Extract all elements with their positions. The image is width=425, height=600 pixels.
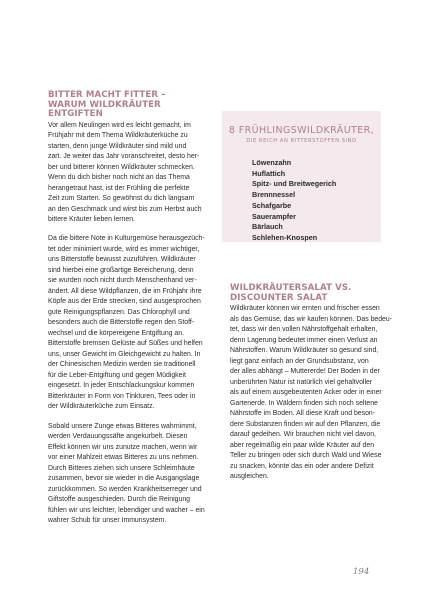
text-line: zusammen, bevor sie wieder in die Ausgangslage bbox=[48, 475, 200, 483]
herb-list-item: Spitz- und Breitwegerich bbox=[252, 179, 337, 189]
paragraph bbox=[48, 121, 218, 226]
text-line: Bitterstoffe bremsen Gelüste auf Süßes und helfen bbox=[48, 340, 203, 348]
section-salad-title-line: DISCOUNTER SALAT bbox=[230, 292, 328, 303]
section-bitter-title-line: BITTER MACHT FITTER – bbox=[48, 90, 166, 100]
text-line: sind hierbei eine großartige Bereicherung, denn bbox=[48, 266, 194, 274]
text-line: ber und bitterer können Wildkräuter schmecken. bbox=[48, 163, 195, 171]
section-bitter-title bbox=[48, 91, 218, 120]
text-line: zurückkommen. So werden Krankheitserreger und bbox=[48, 485, 202, 493]
text-line: ändert. All diese Wildpflanzen, die im Frühjahr ihre bbox=[48, 287, 202, 295]
text-line: fühlen wir uns leichter, lebendiger und wacher – ein bbox=[48, 506, 205, 514]
herb-box-subtitle: DIE REICH AN BITTERSTOFFEN SIND bbox=[246, 138, 357, 144]
text-line: wechsel und die körpereigene Entgiftung an. bbox=[48, 329, 184, 337]
text-line: Gartenerde. In Wäldern finden sich noch seltene bbox=[230, 399, 378, 407]
herb-box bbox=[222, 111, 381, 242]
section-salad-body bbox=[230, 304, 393, 483]
text-line: besonders auch die Bitterstoffe regen den Stoff- bbox=[48, 319, 195, 327]
text-line: wahrer Schub für unser Immunsystem. bbox=[48, 517, 167, 525]
text-line: Wildkräuter können wir ernten und frischer essen bbox=[230, 305, 380, 313]
text-line: denn Lagerung bedeutet immer einen Verlust an bbox=[230, 336, 378, 344]
text-line: zart. Je weiter das Jahr voranschreitet, desto her- bbox=[48, 153, 200, 161]
text-line: eingesetzt. In jeder Entschlackungskur kommen bbox=[48, 382, 195, 390]
text-line: starten, denn junge Wildkräuter sind mild und bbox=[48, 142, 187, 150]
page-number: 194 bbox=[353, 567, 370, 577]
herb-list-item: Huflattich bbox=[252, 168, 286, 178]
text-line: zu snacken, könnte das ein oder andere Defizit bbox=[230, 462, 374, 470]
text-line: als auf einem ausgebeutenten Acker oder in einer bbox=[230, 389, 382, 397]
section-salad bbox=[230, 283, 393, 483]
text-line: vor einer Mahlzeit etwas Bitteres zu uns nehmen. bbox=[48, 454, 199, 462]
herb-list bbox=[222, 158, 381, 244]
text-line: Effekt können wir uns zunutze machen, wenn wir bbox=[48, 443, 198, 451]
text-line: Giftstoffe ausgeschieden. Durch die Reinigung bbox=[48, 496, 190, 504]
text-line: darauf gedeihen. Wir brauchen nicht viel davon, bbox=[230, 431, 376, 439]
text-line: Köpfe aus der Erde strecken, sind ausgesprochen bbox=[48, 298, 201, 306]
text-line: Zeit zum Starten. So gewöhnst du dich langsam bbox=[48, 195, 195, 203]
text-line: an den Geschmack und wirst bis zum Herbst auch bbox=[48, 205, 202, 213]
text-line: ausgleichen. bbox=[230, 473, 269, 481]
text-line: werden Verdauungssäfte angekurbelt. Diesen bbox=[48, 433, 188, 441]
text-line: gute Reinigungspflanzen. Das Chlorophyll und bbox=[48, 308, 190, 316]
herb-list-item: Löwenzahn bbox=[252, 158, 292, 167]
herb-list-item: Schafgarbe bbox=[252, 200, 292, 210]
text-line: Frühjahr mit dem Thema Wildkräuterküche zu bbox=[48, 132, 188, 140]
text-line: der Wildkräuterküche zum Einsatz. bbox=[48, 403, 155, 411]
text-line: unberührten Natur ist natürlich viel gehaltvoller bbox=[230, 378, 373, 386]
text-line: liegt ganz einfach an der Grundsubstanz, von bbox=[230, 357, 369, 365]
text-line: Bitterkräuter in Form von Tinkturen, Tees oder in bbox=[48, 392, 196, 400]
herb-list-item: Sauerampfer bbox=[252, 211, 296, 221]
herb-list-item: Bärlauch bbox=[252, 222, 283, 232]
text-line: der alles abhängt – Muttererde! Der Boden in der bbox=[230, 368, 380, 376]
section-bitter-body bbox=[48, 121, 218, 527]
herb-list-item: Schlehen-Knospen bbox=[252, 232, 318, 242]
text-line: Vor allem Neulingen wird es leicht gemacht, im bbox=[48, 121, 191, 129]
text-line: als das Gemüse, das wir kaufen können. Das bedeu- bbox=[230, 315, 393, 323]
text-line: dere Substanzen finden wir auf den Pflanzen, die bbox=[230, 420, 381, 428]
text-line: der Chinesischen Medizin werden sie traditionell bbox=[48, 361, 196, 369]
text-line: Nährstoffe im Boden. All diese Kraft und beson- bbox=[230, 410, 376, 418]
text-line: Teller zu bringen oder sich durch Wald und Wiese bbox=[230, 452, 382, 460]
text-line: sie wurden noch nicht durch Menschenhand ver- bbox=[48, 277, 197, 285]
section-salad-title-line: WILDKRÄUTERSALAT VS. bbox=[230, 283, 352, 293]
paragraph bbox=[48, 422, 218, 527]
herb-box-title: 8 FRÜHLINGSWILDKRÄUTER, bbox=[228, 125, 375, 136]
text-line: Nährstoffen. Warum Wildkräuter so gesund sind, bbox=[230, 347, 379, 355]
text-line: uns, unser Gewicht im Gleichgewicht zu halten. In bbox=[48, 350, 201, 358]
paragraph bbox=[48, 234, 218, 413]
text-line: tet oder minimiert wurde, wird es immer wichtiger, bbox=[48, 245, 200, 253]
text-line: herangetraut hast, ist der Frühling die perfekte bbox=[48, 184, 190, 192]
text-line: aber regelmäßig ein paar wilde Kräuter auf den bbox=[230, 441, 375, 449]
section-bitter bbox=[48, 91, 218, 535]
section-bitter-title-line: WARUM WILDKRÄUTER ENTGIFTEN bbox=[48, 99, 161, 120]
text-line: Da die bittere Note in Kulturgemüse herausgezüch- bbox=[48, 235, 205, 243]
section-salad-title bbox=[230, 284, 390, 303]
text-line: uns Bitterstoffe bewusst zuzuführen. Wildkräuter bbox=[48, 256, 196, 264]
text-line: bittere Kräuter lieben lernen. bbox=[48, 216, 135, 224]
text-line: Sobald unsere Zunge etwas Bitteres wahrnimmt, bbox=[48, 422, 197, 430]
text-line: Wenn du dich bisher noch nicht an das Thema bbox=[48, 174, 190, 182]
text-line: Durch Bitteres ziehen sich unsere Schleimhäute bbox=[48, 464, 195, 472]
text-line: für die Leber-Entgiftung und gegen Müdigkeit bbox=[48, 371, 186, 379]
herb-list-item: Brennnessel bbox=[252, 190, 296, 200]
text-line: tet, dass wir den vollen Nährstoffgehalt erhalten, bbox=[230, 326, 378, 334]
